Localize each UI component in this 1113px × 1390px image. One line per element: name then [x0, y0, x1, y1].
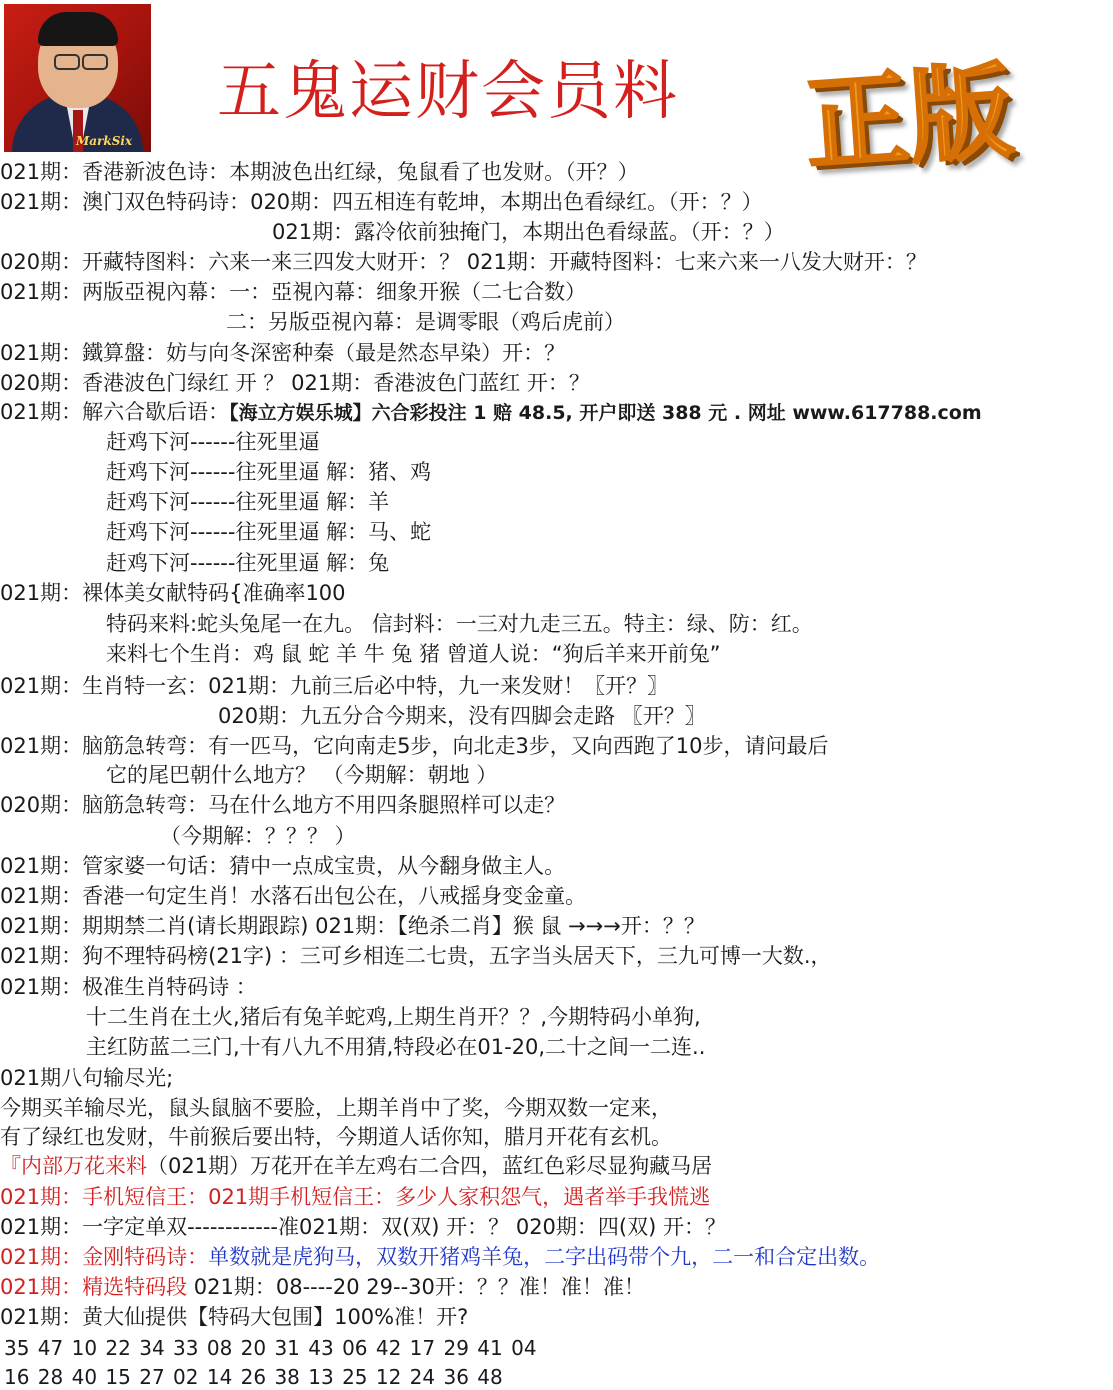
line-kingkong [0, 1245, 880, 1269]
glasses-right [82, 54, 108, 70]
riddle-line-4: 赶鸡下河------往死里逼 解：马、蛇 [106, 520, 432, 544]
number-row-1: 35 47 10 22 34 33 08 20 31 43 06 42 17 29 41 04 [4, 1336, 537, 1360]
line-hk-wave-poem: 021期：香港新波色诗：本期波色出红绿，兔鼠看了也发财。（开？） [0, 160, 639, 184]
line-atv-inside-1: 021期：两版亞視內幕：一：亞視內幕：细象开猴（二七合数） [0, 280, 587, 304]
line-brain-teaser-2b: （今期解：？？？ ） [160, 824, 356, 848]
line-zodiac-mystery: 021期：生肖特一玄：021期：九前三后必中特，九一来发财！〖开？〗 [0, 674, 669, 698]
line-atv-inside-2: 二：另版亞視內幕：是调零眼（鸡后虎前） [226, 310, 625, 334]
line-wong-tai-sin: 021期：黄大仙提供【特码大包围】100%准！开? [0, 1305, 469, 1329]
segment-text: 021期：08----20 29--30开：？？准！准！准！ [187, 1275, 645, 1299]
line-odd-even: 021期：一字定单双------------准021期：双(双) 开：？ 020期：四(双) 开：？ [0, 1215, 726, 1239]
riddle-label: 021期：解六合歇后语： [0, 400, 230, 424]
line-macau-poem: 021期：澳门双色特码诗：020期：四五相连有乾坤，本期出色看绿红。（开：？） [0, 190, 763, 214]
line-seven-zodiac: 来料七个生肖：鸡 鼠 蛇 羊 牛 兔 猪 曾道人说：“狗后羊来开前兔” [106, 642, 721, 666]
line-zodiac-poem: 021期：极准生肖特码诗 ： [0, 975, 257, 999]
glasses-left [54, 54, 80, 70]
line-eight-verses-1: 今期买羊输尽光，鼠头鼠脑不要脸，上期羊肖中了奖，今期双数一定来， [0, 1096, 672, 1120]
portrait-photo [4, 4, 151, 152]
wanhua-text: （021期）万花开在羊左鸡右二合四，蓝红色彩尽显狗藏马居 [147, 1154, 713, 1178]
line-zodiac-poem-2: 主红防蓝二三门,十有八九不用猜,特段必在01-20,二十之间一二连.. [86, 1035, 706, 1059]
wanhua-label: 『内部万花来料 [0, 1154, 147, 1178]
line-sms-king: 021期：手机短信王：021期手机短信王：多少人家积怨气，遇者举手我慌逃 [0, 1185, 711, 1209]
line-hk-zodiac: 021期：香港一句定生肖！水落石出包公在，八戒摇身变金童。 [0, 884, 587, 908]
riddle-line-5: 赶鸡下河------往死里逼 解：兔 [106, 551, 390, 575]
line-brain-teaser-1b: 它的尾巴朝什么地方？ （今期解：朝地 ） [106, 763, 498, 787]
line-special-source: 特码来料:蛇头兔尾一在九。 信封料：一三对九走三五。特主：绿、防：红。 [106, 612, 813, 636]
line-wanhua [0, 1154, 712, 1178]
line-brain-teaser-1: 021期：脑筋急转弯：有一匹马，它向南走5步，向北走3步，又向西跑了10步，请问最后 [0, 734, 829, 758]
line-zodiac-poem-1: 十二生肖在土火,猪后有兔羊蛇鸡,上期生肖开？？,今期特码小单狗, [86, 1005, 701, 1029]
line-kill-two: 021期：期期禁二肖(请长期跟踪) 021期：【绝杀二肖】猴 鼠 →→→开：？？ [0, 914, 705, 938]
genuine-stamp: 正版 [800, 49, 1018, 187]
line-selected-segment [0, 1275, 645, 1299]
page-title: 五鬼运财会员料 [217, 55, 679, 129]
photo-logo: MarkSix [76, 134, 133, 148]
riddle-line-1: 赶鸡下河------往死里逼 [106, 430, 320, 454]
line-eight-verses-2: 有了绿红也发财，牛前猴后要出特，今期道人话你知，腊月开花有玄机。 [0, 1125, 672, 1149]
line-brain-teaser-2: 020期：脑筋急转弯：马在什么地方不用四条腿照样可以走？ [0, 793, 566, 817]
kingkong-text: 单数就是虎狗马，双数开猪鸡羊兔，二字出码带个九，二一和合定出数。 [208, 1245, 881, 1269]
riddle-line-2: 赶鸡下河------往死里逼 解：猪、鸡 [106, 460, 432, 484]
segment-label: 021期：精选特码段 [0, 1275, 188, 1299]
line-special-code: 021期：裸体美女献特码{准确率100 [0, 581, 346, 605]
line-macau-poem-2: 021期：露冷依前独掩门，本期出色看绿蓝。（开：？） [272, 220, 785, 244]
number-row-2: 16 28 40 15 27 02 14 26 38 13 25 12 24 36 48 [4, 1365, 503, 1389]
line-eight-verses: 021期八句输尽光; [0, 1066, 174, 1090]
line-riddle-header [0, 400, 982, 425]
hair [38, 12, 118, 46]
line-abacus: 021期：鐵算盤：妨与向冬深密种秦（最是然态早染）开：？ [0, 341, 566, 365]
line-housekeeper: 021期：管家婆一句话：猜中一点成宝贵，从今翻身做主人。 [0, 854, 566, 878]
line-hidden-picture: 020期：开藏特图料：六来一来三四发大财开：？ 021期：开藏特图料：七来六来一八发大财开：？ [0, 250, 927, 274]
line-hk-wave-door: 020期：香港波色门绿红 开 ？ 021期：香港波色门蓝红 开：？ [0, 371, 590, 395]
casino-ad: 【海立方娱乐城】六合彩投注 1 赔 48.5, 开户即送 388 元 . 网址 www.617788.com [229, 402, 982, 424]
line-zodiac-mystery-2: 020期：九五分合今期来，没有四脚会走路 〖开？〗 [218, 704, 706, 728]
line-dog-list: 021期：狗不理特码榜(21字) ：三可乡相连二七贵，五字当头居天下，三九可博一大数.， [0, 944, 832, 968]
kingkong-label: 021期：金刚特码诗： [0, 1245, 209, 1269]
riddle-line-3: 赶鸡下河------往死里逼 解：羊 [106, 490, 390, 514]
